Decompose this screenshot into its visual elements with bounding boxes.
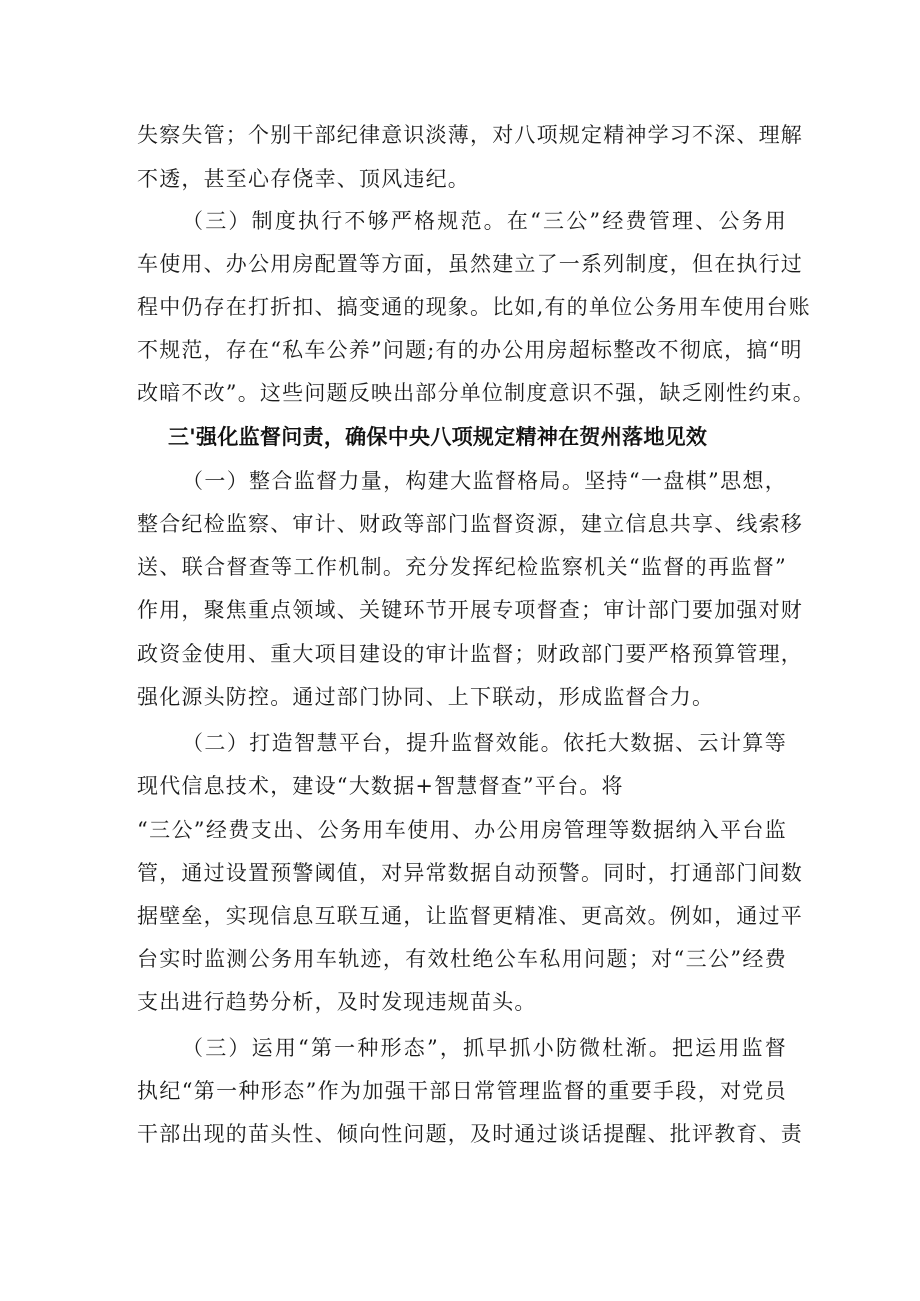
- subsection-3-line: （三）运用“第一种形态”，抓早抓小防微杜渐。把运用监督: [182, 1036, 787, 1060]
- body-text-line: 管，通过设置预警阈值，对异常数据自动预警。同时，打通部门间数: [137, 861, 803, 885]
- body-text-line: 送、联合督查等工作机制。充分发挥纪检监察机关“监督的再监督”: [137, 555, 787, 579]
- body-text-line: 台实时监测公务用车轨迹，有效杜绝公车私用问题；对“三公”经费: [137, 947, 787, 971]
- body-text-line: 强化源头防控。通过部门协同、上下联动，形成监督合力。: [137, 685, 715, 709]
- body-text-line: 不透，甚至心存侥幸、顶风违纪。: [137, 167, 470, 191]
- body-text-line: 据壁垒，实现信息互联互通，让监督更精准、更高效。例如，通过平: [137, 904, 803, 928]
- body-text-line: 现代信息技术，建设“大数据+智慧督查”平台。将: [137, 774, 624, 798]
- subsection-2-line: （二）打造智慧平台，提升监督效能。依托大数据、云计算等: [182, 731, 787, 755]
- body-text-line: 作用，聚焦重点领域、关键环节开展专项督查；审计部门要加强对财: [137, 598, 803, 622]
- body-text-line: “三公”经费支出、公务用车使用、办公用房管理等数据纳入平台监: [137, 818, 787, 842]
- section-heading: 三'强化监督问责，确保中央八项规定精神在贺州落地见效: [168, 425, 708, 449]
- body-text-line: 执纪“第一种形态”作为加强干部日常管理监督的重要手段，对党员: [137, 1079, 787, 1103]
- subsection-1-line: （一）整合监督力量，构建大监督格局。坚持“一盘棋”思想，: [182, 469, 787, 493]
- body-text-line: 改暗不改”。这些问题反映出部分单位制度意识不强，缺乏刚性约束。: [137, 381, 815, 405]
- body-text-line: 失察失管；个别干部纪律意识淡薄，对八项规定精神学习不深、理解: [137, 123, 803, 147]
- body-text-line: 不规范，存在“私车公养”问题;有的办公用房超标整改不彻底，搞“明: [137, 338, 803, 362]
- body-text-line: 干部出现的苗头性、倾向性问题，及时通过谈话提醒、批评教育、责: [137, 1122, 803, 1146]
- body-text-line: 整合纪检监察、审计、财政等部门监督资源，建立信息共享、线索移: [137, 512, 803, 536]
- body-text-line: 车使用、办公用房配置等方面，虽然建立了一系列制度，但在执行过: [137, 252, 803, 276]
- body-text-line: 支出进行趋势分析，及时发现违规苗头。: [137, 990, 537, 1014]
- body-text-line: 政资金使用、重大项目建设的审计监督；财政部门要严格预算管理，: [137, 642, 803, 666]
- body-text-line: 程中仍存在打折扣、搞变通的现象。比如,有的单位公务用车使用台账: [137, 295, 811, 319]
- section-3-subheading-line: （三）制度执行不够严格规范。在“三公”经费管理、公务用: [182, 209, 787, 233]
